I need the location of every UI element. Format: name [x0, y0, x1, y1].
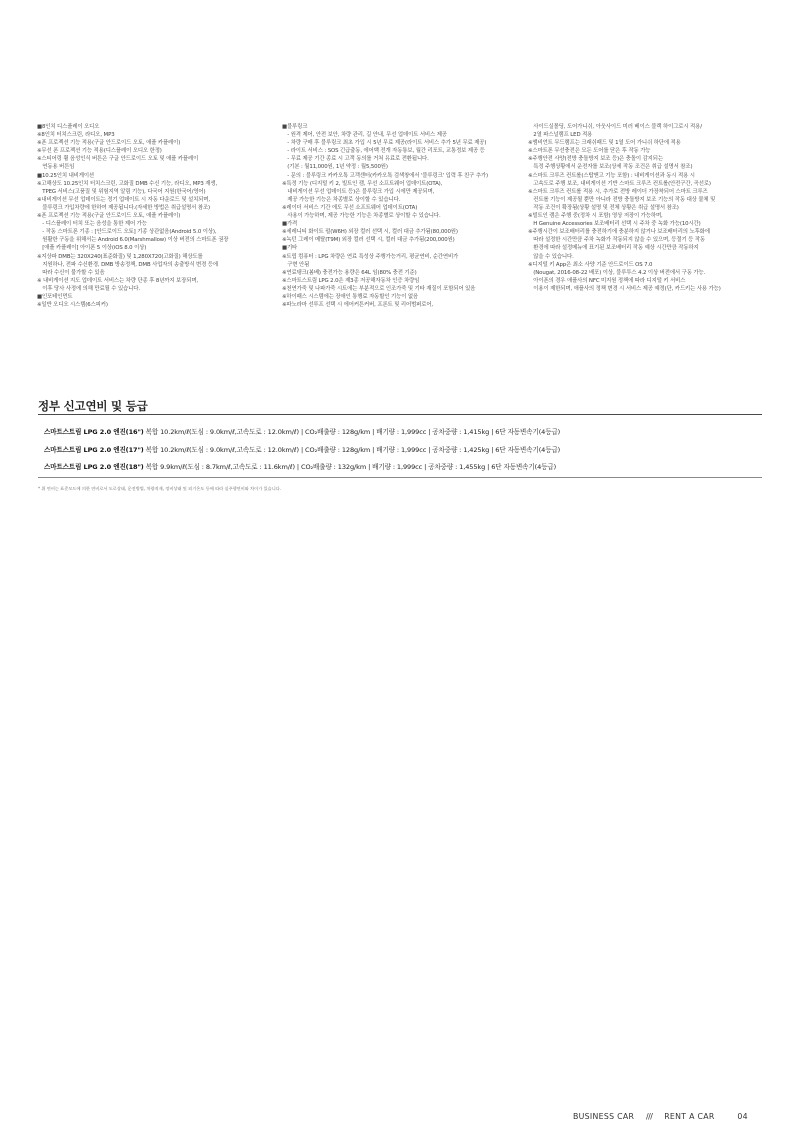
spec-notes-columns [37, 123, 762, 373]
note-line: 작동 조건이 확장됨(상황 설명 및 전체 상황은 취급 설명서 참조) [528, 204, 679, 211]
note-line: ※지상파 DMB는 320X240(표준화질) 및 1,280X720(고화질) 해상도를 [37, 253, 203, 260]
note-line: ※디지털 키 App은 최소 사양 기준 안드로이드 OS 7.0 [528, 261, 653, 268]
note-line: TPEG 서비스(고품질 및 위험지역 알림 기능), 다국어 지원(한국어/영어) [37, 188, 206, 195]
note-line: ■기타 [282, 245, 298, 252]
note-line: (Nougat, 2016-08-22 배포) 이상, 블루투스 4.2 이상 버전에서 구동 가능. [528, 269, 706, 276]
note-line: ※일반 오디오 시스템(6스피커) [37, 302, 108, 309]
footer-rent-a-car: RENT A CAR [664, 1112, 715, 1121]
note-line: ■인포테인먼트 [37, 293, 73, 300]
note-line: 아이폰의 경우 애플사의 NFC 미지원 정책에 따라 디지털 키 서비스 [528, 277, 686, 284]
note-line: ■8인치 디스플레이 오디오 [37, 124, 100, 130]
note-line: - 디스플레이 터치 또는 음성을 통한 제어 가능 [37, 221, 147, 228]
fuel-section-title: 정부 신고연비 및 등급 [38, 399, 148, 413]
note-line: 구현 안됨 [282, 261, 310, 268]
notes-column-3 [528, 123, 764, 293]
note-line: 따라 수신이 불가할 수 있음 [37, 269, 105, 276]
note-line: 고속도로 주행 보조, 내비게이션 기반 스마트 크루즈 컨트롤(안전구간, 곡선로) [528, 180, 711, 187]
note-line: ■블루링크 [282, 124, 308, 130]
note-line: ■가격 [282, 221, 298, 228]
note-line: ※스마트 크루즈 컨트롤(스탑앤고 기능 포함) : 내비게이션과 동시 적용 시 [528, 172, 695, 179]
note-line: ※레이더 서비스 기간 에도 무선 소프트웨어 업데이트(OTA) [282, 204, 418, 211]
note-line: ※주행안전 사양(전방 충돌방지 보조 등)은 충돌이 감지되는 [528, 156, 663, 163]
note-line: ※빌트인 캠은 주행 중(정차 시 포함) 영상 저장이 가능하며, [528, 213, 663, 220]
note-line: ※8인치 터치스크린, 라디오, MP3 [37, 132, 115, 139]
note-line: 특정 주행상황에서 운전자를 보조(상세 작동 조건은 취급 설명서 참조) [528, 164, 693, 171]
footer-separator: /// [646, 1112, 653, 1121]
note-line: (기본 : 월11,000원, 1년 약정 : 월5,500원) [282, 164, 388, 171]
note-line: ※스마트폰 무선충전은 모든 도어를 닫은 후 작동 가능 [528, 148, 651, 155]
note-line: - 무료 제공 기간 종료 시 고객 동의를 거쳐 유료로 전환됩니다. [282, 156, 429, 163]
section-divider [38, 414, 762, 415]
note-line: ※내비게이션 무선 업데이트는 정기 업데이트 시 자동 다운로드 및 설치되며, [37, 196, 210, 203]
note-line: ※앰비언트 무드램프는 크래쉬패드 및 1열 도어 가니쉬 하단에 적용 [528, 140, 681, 147]
note-line: ※스티어링 휠 음성인식 버튼은 구글 안드로이드 오토 및 애플 카플레이 [37, 156, 199, 163]
note-line: ※무선 폰 프로젝션 기능 적용(디스플레이 오디오 한정) [37, 148, 162, 155]
note-line: ※세레니티 화이트 펄(W6H) 외장 컬러 선택 시, 컬러 대금 추가됨(80,000원) [282, 229, 458, 236]
note-line: 따라 설정한 시간만큼 주차 녹화가 작동되지 않을 수 있으며, 등절기 등 작동 [528, 237, 706, 244]
note-line: 제공 가능한 기능은 차종별로 상이할 수 있습니다. [282, 196, 401, 203]
note-line: 블루링크 가입차량에 한하여 제공됩니다.(자세한 방법은 취급설명서 참조) [37, 204, 211, 211]
note-line: ※ 내비게이션 지도 업데이트 서비스는 차량 단종 후 8년까지 보장되며, [37, 277, 199, 284]
note-line: 이후 당사 사정에 의해 만료될 수 있습니다. [37, 285, 140, 292]
page-number: 04 [737, 1112, 748, 1121]
note-line: 사이드실몰딩, 도어가니쉬, 아웃사이드 미러 베이스 블랙 하이그로시 적용/ [528, 124, 702, 130]
note-line: 지원하나, 전파 수신환경, DMB 방송정책, DMB 사업자의 송출방식 변경 등에 [37, 261, 218, 268]
note-line: - 원격 제어, 안전 보안, 차량 관리, 길 안내, 무선 업데이트 서비스 제공 [282, 132, 447, 139]
fuel-row [44, 424, 762, 442]
note-line: - 라이트 서비스 : SOS 긴급출동, 에어백 전개 자동통보, 월간 리포트, 교통정보 제공 등 [282, 148, 485, 155]
note-line: H Genuine Accessories 보조배터리 선택 시 주차 중 녹화 가능(10시간) [528, 221, 701, 228]
note-line: ※고해상도 10.25인치 터치스크린, 고화질 DMB 수신 기능, 라디오, MP3 재생, [37, 180, 218, 187]
engine-model: 스마트스트림 LPG 2.0 엔진(17") [44, 445, 144, 454]
note-line: 연동용 버튼임 [37, 164, 75, 171]
note-line: - 작동 스마트폰 기종 : [안드로이드 오토] 기종 상관없음(Android 5.0 이상), [37, 229, 217, 236]
table-bottom-rule [38, 477, 762, 478]
fuel-row [44, 459, 762, 477]
note-line: 않을 수 있습니다. [528, 253, 574, 260]
note-line: [애플 카플레이] 아이폰 5 이상(iOS 8.0 이상) [37, 245, 147, 252]
note-line: ※주행시간이 보조배터리를 충전하기에 충분하지 않거나 보조배터리의 노후화에 [528, 229, 710, 236]
note-line: ※하이패스 시스템에는 장애인 통행료 자동할인 기능이 없음 [282, 293, 419, 300]
note-line: 환경에 따라 설정메뉴에 표기된 보조배터리 작동 예상 시간만큼 작동하지 [528, 245, 699, 252]
note-line: ※트립 컴퓨터 : LPG 차량은 연료 특성상 주행가능거리, 평균연비, 순간연비가 [282, 253, 459, 260]
note-line: ※스마트 크루즈 컨트롤 적용 시, 추가로 전방 레이더 가장착되어 스마트 크루즈 [528, 188, 708, 195]
notes-column-2 [282, 123, 525, 309]
note-line: 컨트롤 기능이 제공될 뿐만 아니라 전방 충돌방지 보조 기능의 작동 대상 물체 및 [528, 196, 716, 203]
note-line: ※폰 프로젝션 기능 적용(구글 안드로이드 오토, 애플 카플레이) [37, 213, 181, 220]
note-line: ※특정 기능 (디지털 키 2, 빌트인 캠, 무선 소프트웨어 업데이트(OTA), [282, 180, 443, 187]
note-line: 사용이 가능하며, 제공 가능한 기능은 차종별로 상이할 수 있습니다. [282, 213, 441, 220]
note-line: - 문의 : 블루링크 카카오톡 고객센터(카카오톡 검색창에서 '블루링크' 입력 후 친구 추가) [282, 172, 488, 179]
fuel-spec: 복합 9.9km/ℓ(도심 : 8.7km/ℓ,고속도로 : 11.6km/ℓ) | CO₂배출량 : 132g/km | 배기량 : 1,999cc | 공차중량 : 1,455kg | 6단 자동변속기(4등급) [145, 463, 557, 472]
note-line: ※연료탱크(봄베) 충전가능 용량은 64L 임(80% 충전 기준) [282, 269, 417, 276]
note-line: 내비게이션 무선 업데이트 등)은 블루링크 가입 시에만 제공되며, [282, 188, 435, 195]
note-line: ※스마트스트림 LPG 2.0은 제3종 저공해자동차 인증 차량임 [282, 277, 420, 284]
page-footer [573, 1112, 748, 1121]
fuel-spec: 복합 10.2km/ℓ(도심 : 9.0km/ℓ,고속도로 : 12.0km/ℓ) | CO₂배출량 : 128g/km | 배기량 : 1,999cc | 공차중량 : 1,415kg | 6단 자동변속기(4등급) [145, 428, 561, 436]
note-line: ※천연가죽 및 나파가죽 시트에는 부분적으로 인조가죽 및 기타 재질이 포함되어 있음 [282, 285, 476, 292]
fuel-spec: 복합 10.2km/ℓ(도심 : 9.0km/ℓ,고속도로 : 12.0km/ℓ) | CO₂배출량 : 128g/km | 배기량 : 1,999cc | 공차중량 : 1,425kg | 6단 자동변속기(4등급) [145, 445, 561, 454]
note-line: ■10.25인치 내비게이션 [37, 172, 95, 179]
engine-model: 스마트스트림 LPG 2.0 엔진(16") [44, 428, 144, 436]
fuel-efficiency-table [44, 424, 762, 477]
notes-column-1 [37, 123, 275, 309]
note-line: - 차량 구매 후 블루링크 최초 가입 시 5년 무료 제공(라이트 서비스 추가 5년 무료 제공) [282, 140, 487, 147]
note-line: ※파노라마 선루프 선택 시 에어커튼커버, 프론트 및 리어범퍼로어, [282, 302, 434, 309]
note-line: ※녹턴 그레이 메탈(T9M) 외장 컬러 선택 시, 컬러 대금 추가됨(200,000원) [282, 237, 455, 244]
footer-business-car: BUSINESS CAR [573, 1112, 635, 1121]
note-line: ※폰 프로젝션 기능 적용(구글 안드로이드 오토, 애플 카플레이) [37, 140, 181, 147]
note-line: 2열 파스널램프 LED 적용 [528, 132, 593, 139]
fuel-row [44, 442, 762, 460]
engine-model: 스마트스트림 LPG 2.0 엔진(18") [44, 463, 144, 472]
note-line: 원활한 구동을 위해서는 Android 6.0(Marshmallow) 이상 버전의 스마트폰 권장 [37, 237, 229, 244]
note-line: 이용이 제한되며, 애플사의 정책 변경 시 서비스 제공 예정(단, 카드키는 사용 가능) [528, 285, 721, 292]
fuel-footnote: * 위 연비는 표준모드에 의한 연비로서 도로상태, 운전방법, 차량적재, 정비상태 및 외기온도 등에 따라 실주행연비와 차이가 있습니다. [38, 486, 282, 491]
